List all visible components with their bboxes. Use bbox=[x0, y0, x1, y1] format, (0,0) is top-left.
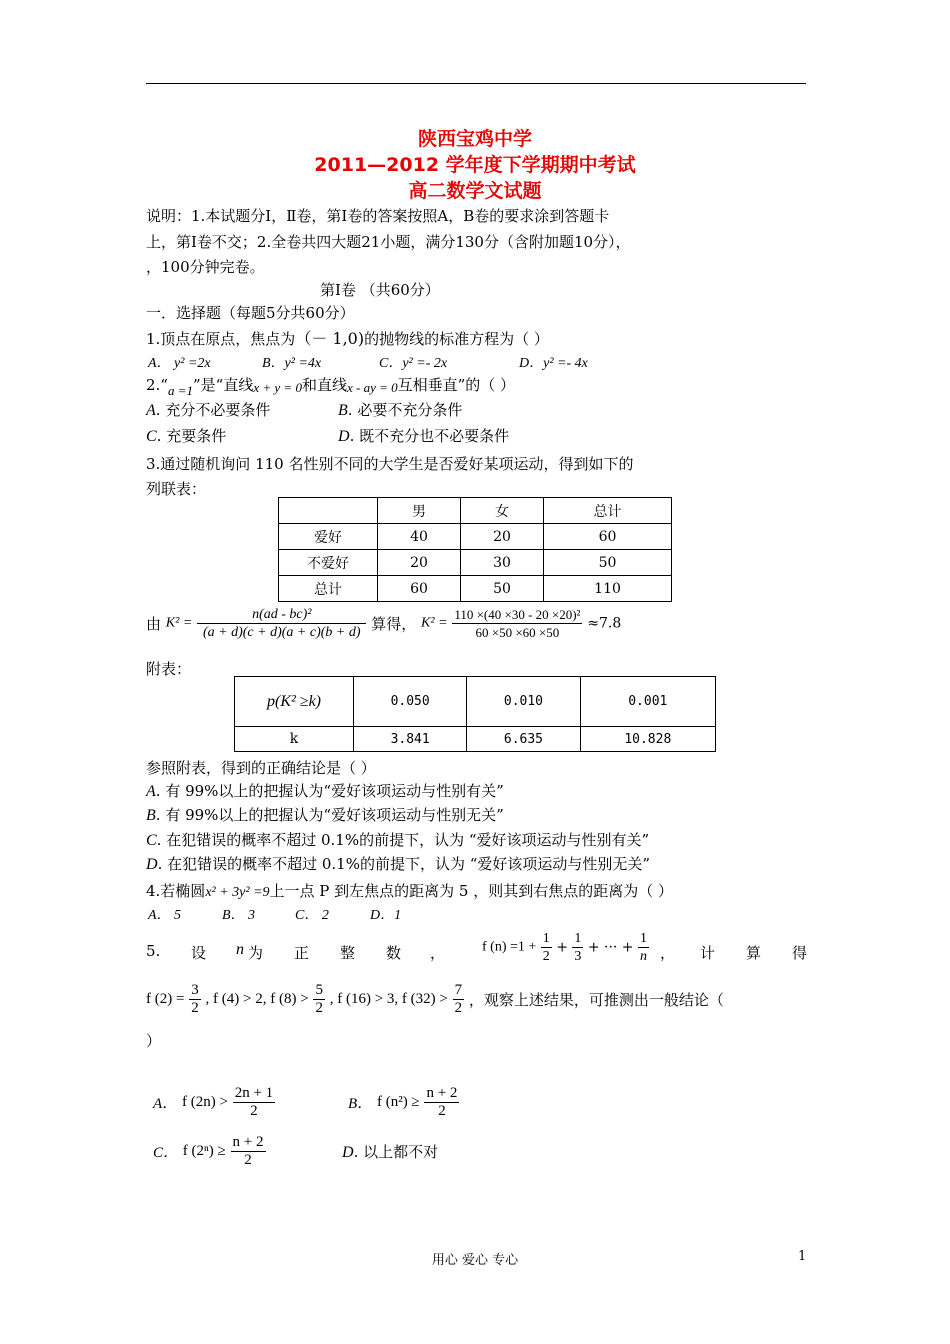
q5-f2: f (2) = bbox=[146, 991, 185, 1007]
section-title: 第Ⅰ卷 （共60分） bbox=[320, 281, 440, 299]
footer-motto: 用心 爱心 专心 bbox=[431, 1253, 519, 1268]
header-rule bbox=[146, 83, 806, 84]
q1-option-b: B．y² =4x bbox=[262, 356, 322, 371]
table-cell: 10.828 bbox=[580, 727, 715, 752]
k2-denominator: (a + d)(c + d)(a + c)(b + d) bbox=[203, 625, 361, 640]
q5-dots: + ··· + bbox=[587, 939, 634, 956]
q2-option-b bbox=[338, 399, 462, 420]
k2-by: 由 bbox=[146, 615, 162, 633]
q5-num: n + 2 bbox=[426, 1085, 458, 1101]
q2-text-3: 互相垂直”的（ ） bbox=[397, 376, 516, 394]
q5-num: n + 2 bbox=[232, 1134, 264, 1150]
q2-text-2: 和直线 bbox=[301, 376, 347, 394]
q2-c-text: . 充要条件 bbox=[156, 427, 227, 445]
reference-table bbox=[234, 676, 716, 752]
table-cell: 20 bbox=[461, 524, 544, 550]
table-row bbox=[235, 677, 716, 727]
q3-c-text: . 在犯错误的概率不超过 0.1%的前提下，认为 “爱好该项运动与性别有关” bbox=[156, 831, 650, 849]
instructions-line-3: ，100分钟完卷。 bbox=[146, 258, 265, 276]
q3-stem-2: 列联表： bbox=[146, 480, 207, 498]
q5-num: 1 bbox=[640, 931, 647, 946]
table-header-cell: 总计 bbox=[544, 498, 672, 524]
table-header-cell bbox=[279, 498, 378, 524]
q5-num: 3 bbox=[191, 982, 199, 998]
k2-approx-value: ≈7.8 bbox=[587, 615, 622, 632]
q5-word: 算 bbox=[746, 944, 762, 962]
q1-stem-a: 1.顶点在原点，焦点为 bbox=[146, 330, 296, 348]
k2-numerator: n(ad - bc)² bbox=[197, 606, 366, 624]
table-row bbox=[279, 524, 672, 550]
q5-b-letter: B． bbox=[348, 1096, 373, 1112]
q4-option-b: B． 3 bbox=[222, 908, 256, 923]
q5-d-letter: D bbox=[342, 1144, 354, 1161]
p-label: p(K² ≥k) bbox=[266, 692, 321, 710]
q5-option-c bbox=[153, 1134, 266, 1169]
q2-number: 2.“ bbox=[146, 376, 168, 394]
q5-c-lhs: f (2ⁿ) ≥ bbox=[182, 1143, 226, 1159]
q5-var-n: n bbox=[236, 941, 244, 958]
q2-text-1: ”是“直线 bbox=[193, 376, 254, 394]
table-cell: 3.841 bbox=[354, 727, 467, 752]
q5-word: 整 bbox=[340, 944, 356, 962]
q5-word: 数 bbox=[386, 944, 402, 962]
q4-stem-a: 4.若椭圆 bbox=[146, 882, 206, 900]
k2-calc-text: 算得， bbox=[371, 615, 417, 633]
instructions-line-1: 说明：1.本试题分Ⅰ，Ⅱ卷，第Ⅰ卷的答案按照A，B卷的要求涂到答题卡 bbox=[146, 207, 610, 225]
q5-term-third bbox=[572, 930, 583, 965]
q5-num: 2n + 1 bbox=[234, 1085, 274, 1101]
table-cell: 20 bbox=[378, 550, 461, 576]
q5-word: 为 bbox=[248, 944, 264, 962]
q5-den: 2 bbox=[250, 1103, 258, 1119]
q5-term-half bbox=[541, 930, 552, 965]
q5-word: 计 bbox=[700, 944, 716, 962]
q3-d-text: . 在犯错误的概率不超过 0.1%的前提下，认为 “爱好该项运动与性别无关” bbox=[157, 855, 651, 873]
q5-c-letter: C． bbox=[153, 1145, 179, 1161]
q5-term-n bbox=[638, 930, 649, 965]
q4-option-d: D．1 bbox=[370, 908, 402, 923]
table-cell: 爱好 bbox=[279, 524, 378, 550]
q5-num: 7 bbox=[454, 982, 463, 998]
question-4 bbox=[146, 880, 673, 901]
q4-stem-b: 上一点 P 到左焦点的距离为 5 ，则其到右焦点的距离为（ ） bbox=[269, 882, 674, 900]
exam-title: 2011—2012 学年度下学期期中考试 bbox=[314, 154, 636, 176]
q5-num: 1 bbox=[542, 931, 550, 946]
q2-line-2: x - ay = 0 bbox=[346, 380, 398, 395]
q5-word: ， bbox=[660, 944, 676, 962]
q5-word: 设 bbox=[191, 944, 207, 962]
q3-c-letter: C bbox=[146, 832, 157, 849]
q2-option-a bbox=[146, 399, 270, 420]
q2-option-d bbox=[338, 425, 509, 446]
table-cell: 0.001 bbox=[580, 677, 715, 727]
table-cell bbox=[235, 677, 354, 727]
q2-b-letter: B bbox=[338, 402, 348, 419]
table-row bbox=[235, 727, 716, 752]
table-cell: 60 bbox=[544, 524, 672, 550]
q5-number: 5. bbox=[146, 942, 161, 960]
q5-b-lhs: f (n²) ≥ bbox=[376, 1094, 420, 1110]
q2-c-letter: C bbox=[146, 428, 157, 445]
q5-num: 1 bbox=[574, 931, 582, 946]
k2-computed-fraction bbox=[452, 606, 582, 641]
page-number: 1 bbox=[798, 1249, 807, 1264]
q1-option-a: A． y² =2x bbox=[148, 356, 211, 371]
q3-option-a bbox=[146, 780, 504, 801]
q5-frac-3-2 bbox=[189, 982, 201, 1017]
k2-label: K² = bbox=[165, 615, 193, 631]
k2-computed-numerator: 110 ×(40 ×30 - 20 ×20)² bbox=[454, 607, 581, 622]
q5-computed-values bbox=[146, 982, 724, 1017]
q4-option-a: A． 5 bbox=[148, 908, 182, 923]
k2-computed-denominator: 60 ×50 ×60 ×50 bbox=[475, 625, 560, 640]
contingency-table bbox=[278, 497, 672, 602]
q2-d-letter: D bbox=[338, 428, 350, 445]
table-cell: 60 bbox=[378, 576, 461, 602]
table-cell: 30 bbox=[461, 550, 544, 576]
q5-den: n bbox=[640, 949, 647, 964]
table-cell: 不爱好 bbox=[279, 550, 378, 576]
q5-mid2: , f (16) > 3, f (32) > bbox=[329, 991, 448, 1007]
q2-a-text: . 充分不必要条件 bbox=[155, 401, 271, 419]
table-header-cell: 女 bbox=[461, 498, 544, 524]
q3-a-text: . 有 99%以上的把握认为“爱好该项运动与性别有关” bbox=[155, 782, 504, 800]
k2-formula-line bbox=[146, 606, 621, 641]
q5-observation: ，观察上述结果，可推测出一般结论（ bbox=[468, 991, 724, 1009]
q5-mid1: , f (4) > 2, f (8) > bbox=[205, 991, 309, 1007]
q5-sum-formula bbox=[482, 930, 649, 965]
question-1 bbox=[146, 326, 549, 349]
q5-word: 正 bbox=[294, 944, 310, 962]
q3-ask: 参照附表，得到的正确结论是（ ） bbox=[146, 759, 376, 777]
q2-condition: a =1 bbox=[167, 383, 194, 398]
table-cell: 110 bbox=[544, 576, 672, 602]
q2-line-1: x + y = 0 bbox=[253, 380, 302, 395]
table-cell: 50 bbox=[461, 576, 544, 602]
q5-den: 3 bbox=[574, 949, 582, 964]
q5-a-letter: A． bbox=[153, 1096, 178, 1112]
k2-label-2: K² = bbox=[421, 615, 448, 631]
q5-den: 2 bbox=[438, 1103, 446, 1119]
q5-num: 5 bbox=[315, 982, 323, 998]
q2-a-letter: A bbox=[146, 402, 156, 419]
table-header-cell: 男 bbox=[378, 498, 461, 524]
q5-a-lhs: f (2n) > bbox=[181, 1094, 228, 1110]
table-cell: k bbox=[235, 727, 354, 752]
q3-b-letter: B bbox=[146, 807, 156, 824]
q5-option-a bbox=[153, 1085, 275, 1120]
q3-b-text: . 有 99%以上的把握认为“爱好该项运动与性别无关” bbox=[155, 806, 504, 824]
part-title: 一．选择题（每题5分共60分） bbox=[146, 304, 355, 322]
subject-title: 高二数学文试题 bbox=[408, 180, 542, 202]
table-row bbox=[279, 576, 672, 602]
table-cell: 40 bbox=[378, 524, 461, 550]
appendix-label: 附表： bbox=[146, 660, 192, 678]
q1-option-d: D．y² =- 4x bbox=[519, 356, 588, 371]
q5-frac-5-2 bbox=[313, 982, 325, 1017]
q2-option-c bbox=[146, 425, 226, 446]
q5-fn: f (n) =1 + bbox=[482, 939, 537, 955]
question-2 bbox=[146, 374, 516, 398]
q5-plus: + bbox=[556, 939, 568, 956]
q5-d-text: . 以上都不对 bbox=[353, 1143, 439, 1161]
q5-c-fraction bbox=[231, 1134, 266, 1169]
table-cell: 0.010 bbox=[467, 677, 580, 727]
q5-close-paren: ） bbox=[146, 1032, 162, 1050]
q5-den: 2 bbox=[191, 1000, 199, 1016]
table-cell: 总计 bbox=[279, 576, 378, 602]
q3-option-b bbox=[146, 804, 504, 825]
q5-a-fraction bbox=[233, 1085, 275, 1120]
q5-option-d bbox=[342, 1141, 438, 1162]
table-cell: 50 bbox=[544, 550, 672, 576]
q5-frac-7-2 bbox=[453, 982, 465, 1017]
q3-d-letter: D bbox=[146, 856, 158, 873]
q3-option-d bbox=[146, 853, 650, 874]
q3-a-letter: A bbox=[146, 783, 156, 800]
q1-point: （－ 1,0) bbox=[295, 329, 365, 348]
q1-stem-b: 的抛物线的标准方程为（ ） bbox=[364, 330, 549, 348]
q5-option-b bbox=[348, 1085, 459, 1120]
q4-equation: x² + 3y² =9 bbox=[205, 885, 270, 900]
q4-option-c: C． 2 bbox=[295, 908, 329, 923]
k2-general-fraction bbox=[197, 606, 366, 641]
q3-stem-1: 3.通过随机询问 110 名性别不同的大学生是否爱好某项运动，得到如下的 bbox=[146, 455, 634, 473]
q5-den: 2 bbox=[315, 1000, 323, 1016]
q5-den: 2 bbox=[244, 1152, 252, 1168]
q5-word: 得 bbox=[792, 944, 808, 962]
q3-option-c bbox=[146, 829, 649, 850]
q1-option-c: C．y² =- 2x bbox=[379, 356, 448, 371]
instructions-line-2: 上，第Ⅰ卷不交；2.全卷共四大题21小题，满分130分（含附加题10分）， bbox=[146, 233, 631, 251]
q5-b-fraction bbox=[424, 1085, 459, 1120]
table-cell: 6.635 bbox=[467, 727, 580, 752]
q2-d-text: . 既不充分也不必要条件 bbox=[349, 427, 510, 445]
q5-word: ， bbox=[430, 944, 446, 962]
table-row bbox=[279, 550, 672, 576]
school-title: 陕西宝鸡中学 bbox=[417, 128, 532, 150]
table-cell: 0.050 bbox=[354, 677, 467, 727]
q2-b-text: . 必要不充分条件 bbox=[347, 401, 463, 419]
q5-den: 2 bbox=[542, 949, 550, 964]
q5-den: 2 bbox=[454, 1000, 463, 1016]
